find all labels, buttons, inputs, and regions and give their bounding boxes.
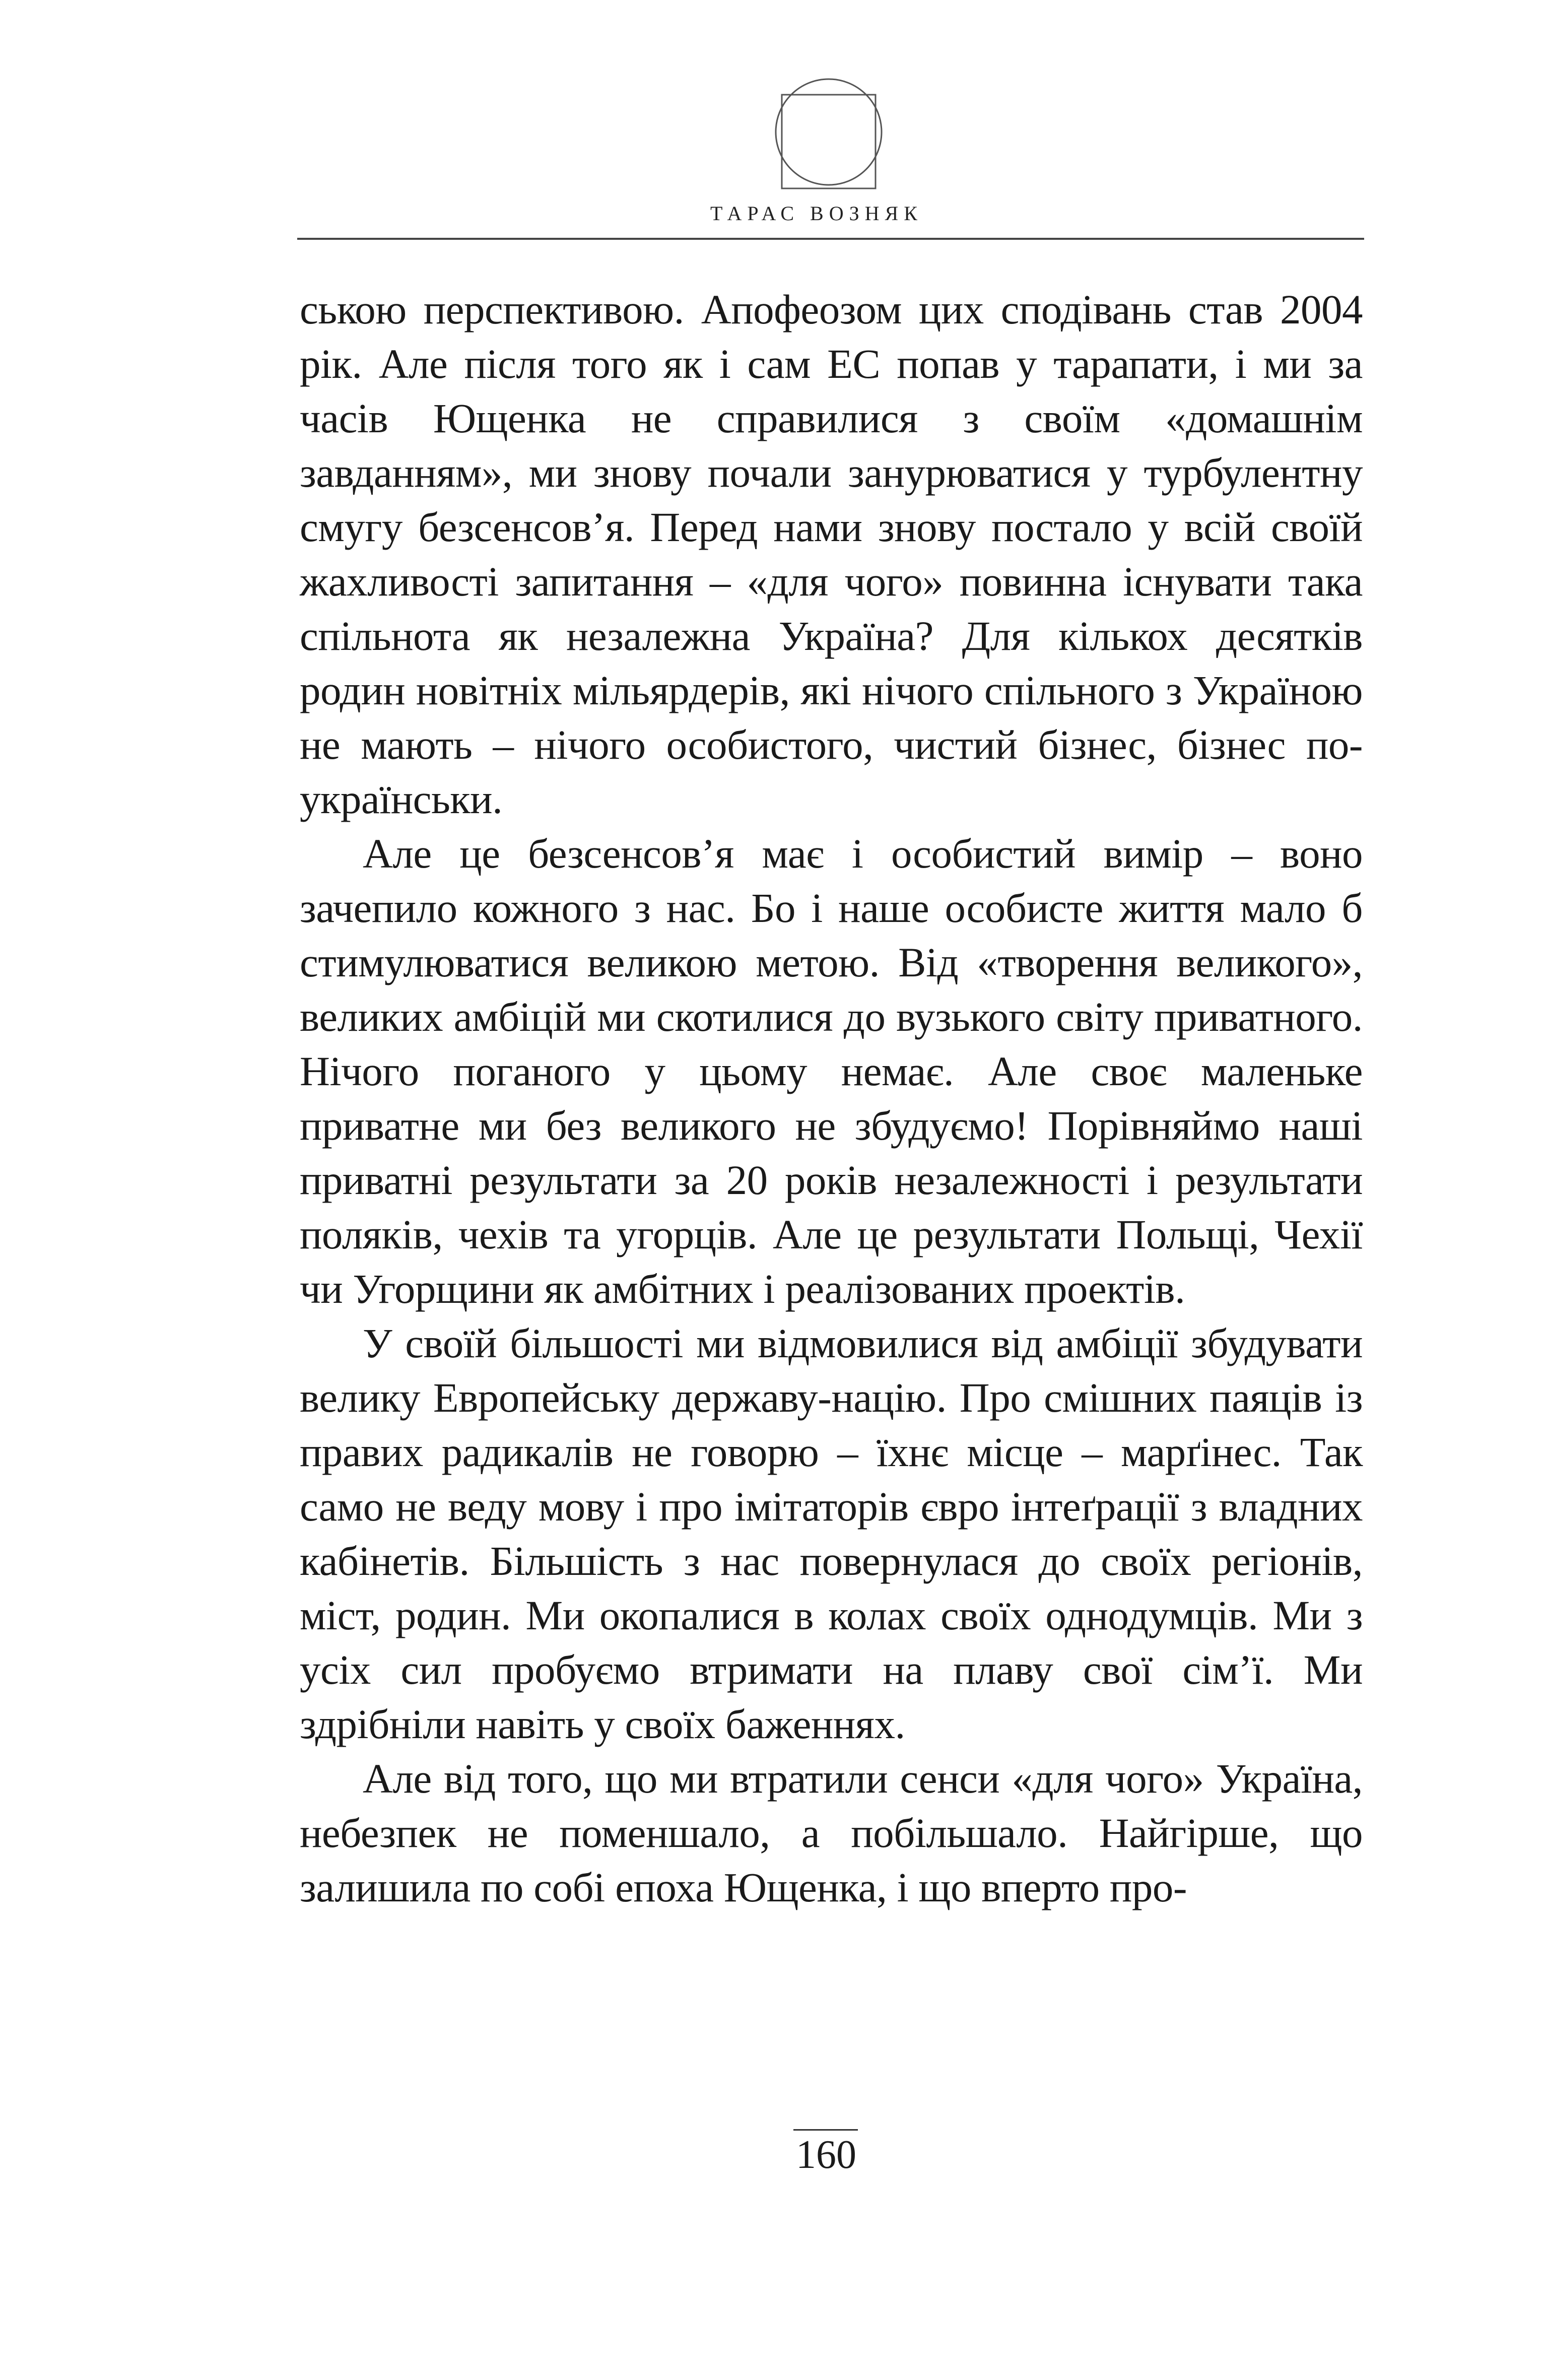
page-number-rule — [793, 2129, 858, 2131]
body-text — [300, 282, 1363, 1914]
paragraph-2: Але це безсенсов’я має і особистий вимір – воно зачепило кожного з нас. Бо і наше особисте життя мало б стимулюватися великою метою. Від «творення великого», великих амбіцій ми скотилися до вузького світу приватного. Нічого поганого у цьому немає. Але своє маленьке приватне ми без великого не збудуємо! Порівняймо наші приватні результати за 20 років незалежності і результати поляків, чехів та угорців. Але це результати Польщі, Чехії чи Угорщини як амбітних і реалізованих проектів. — [300, 830, 1363, 1312]
paragraph-4: Але від того, що ми втратили сенси «для чого» Україна, небезпек не поменшало, а побільшало. Найгірше, що залишила по собі епоха Ющенка, і що вперто про- — [300, 1755, 1363, 1910]
paragraph-1: ською перспективою. Апофеозом цих сподівань став 2004 рік. Але після того як і сам ЕС попав у тарапати, і ми за часів Ющенка не справилися з своїм «домашнім завданням», ми знову почали занурюватися у турбулентну смугу безсенсов’я. Перед нами знову постало у всій своїй жахливості запитання – «для чого» повинна існувати така спільнота як незалежна Україна? Для кількох десятків родин новітніх мільярдерів, які нічого спільного з Україною не мають – нічого особистого, чистий бізнес, бізнес по-українськи. — [300, 286, 1363, 822]
header-rule — [297, 238, 1364, 240]
circle-square-emblem-icon — [773, 76, 884, 196]
page-number: 160 — [796, 2133, 856, 2177]
paragraph-3: У своїй більшості ми відмовилися від амбіції збудувати велику Европейську державу-націю. Про смішних паяців із правих радикалів не говорю – їхнє місце – марґінес. Так само не веду мову і про імітаторів євро інтеґрації з владних кабінетів. Більшість з нас повернулася до своїх регіонів, міст, родин. Ми окопалися в колах своїх однодумців. Ми з усіх сил пробуємо втримати на плаву свої сім’ї. Ми здрібніли навіть у своїх баженнях. — [300, 1320, 1363, 1747]
running-head: ТАРАС ВОЗНЯК — [710, 202, 923, 225]
